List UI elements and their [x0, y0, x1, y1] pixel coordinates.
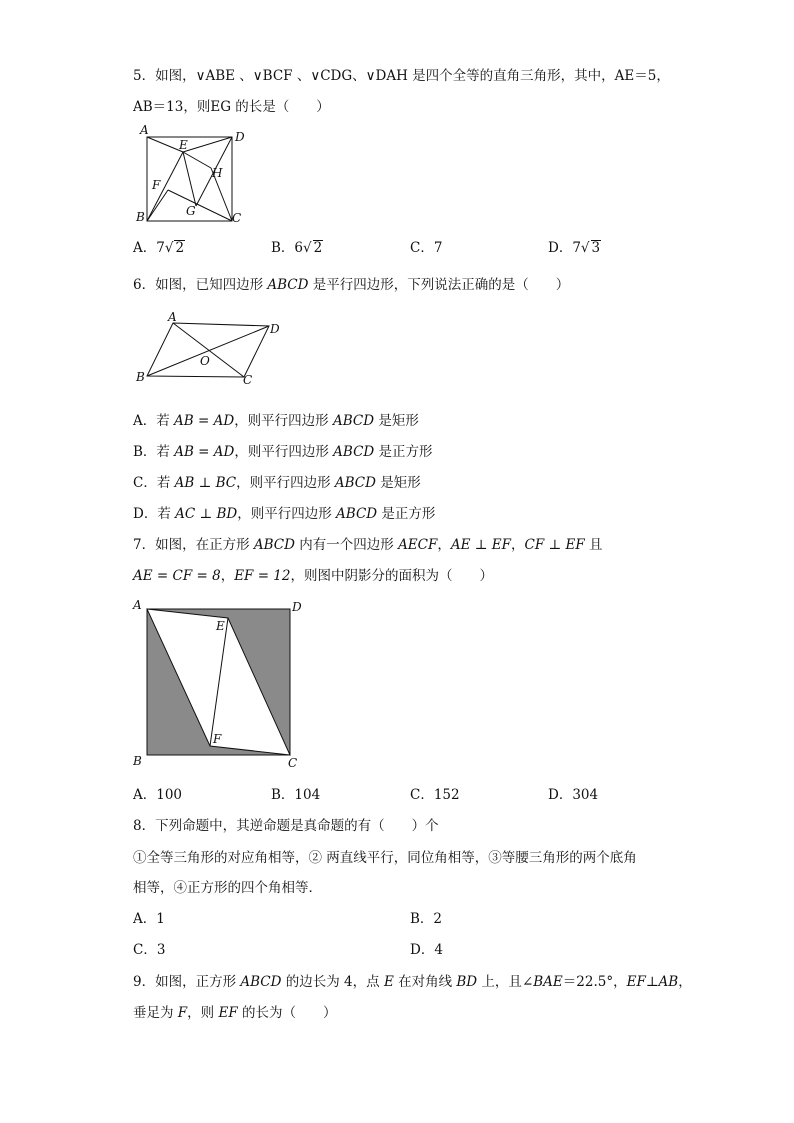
q7-label-A: A	[133, 598, 142, 612]
q5-label-E: E	[179, 138, 188, 152]
q9-stem-line2: 垂足为 F，则 EF 的长为（ ）	[133, 1005, 337, 1021]
q7-label-D: D	[292, 600, 302, 614]
q7-option-c[interactable]: C．152	[410, 787, 460, 803]
q5-label-D: D	[235, 130, 245, 144]
q6-option-a[interactable]: A．若 AB = AD，则平行四边形 ABCD 是矩形	[133, 413, 419, 429]
q5-label-C: C	[232, 211, 242, 225]
q5-line-EH	[183, 152, 211, 168]
q8-option-d[interactable]: D．4	[410, 942, 443, 958]
q5-stem-line1: 5．如图，∨ABE 、∨BCF 、∨CDG、∨DAH 是四个全等的直角三角形，其中，AE＝5，	[133, 68, 670, 84]
q6-label-O: O	[200, 354, 210, 368]
q6-label-A: A	[168, 310, 177, 324]
q8-option-a[interactable]: A．1	[133, 911, 165, 927]
q6-option-b[interactable]: B．若 AB = AD，则平行四边形 ABCD 是正方形	[133, 444, 433, 460]
q8-stem-line1: 8．下列命题中，其逆命题是真命题的有（ ）个	[133, 818, 439, 834]
q6-option-c[interactable]: C．若 AB ⊥ BC，则平行四边形 ABCD 是矩形	[133, 475, 421, 491]
q5-line-BG	[147, 190, 168, 221]
q9-stem-line1: 9．如图，正方形 ABCD 的边长为 4，点 E 在对角线 BD 上，且∠BAE＝22.5°，EF⊥AB，	[133, 974, 692, 990]
q5-line-DE	[183, 137, 232, 152]
q5-option-b-radicand: 2	[313, 240, 323, 256]
q5-line-CF	[168, 190, 232, 221]
q7-label-C: C	[288, 756, 298, 770]
q6-label-D: D	[270, 322, 280, 336]
q5-option-c[interactable]: C．7	[410, 240, 443, 256]
q5-option-d[interactable]: D．7√ 3	[548, 240, 601, 256]
q7-label-E: E	[216, 619, 225, 633]
q7-stem-line1: 7．如图，在正方形 ABCD 内有一个四边形 AECF，AE ⊥ EF，CF ⊥ EF 且	[133, 537, 603, 553]
q6-stem: 6．如图，已知四边形 ABCD 是平行四边形，下列说法正确的是（ ）	[133, 277, 570, 293]
q5-option-a[interactable]: A．7√ 2	[133, 240, 185, 256]
q7-stem-line2: AE = CF = 8，EF = 12，则图中阴影分的面积为（ ）	[133, 568, 493, 584]
q5-option-d-radicand: 3	[591, 240, 601, 256]
q7-label-B: B	[133, 754, 142, 768]
q7-option-a[interactable]: A．100	[133, 787, 183, 803]
q8-option-c[interactable]: C．3	[133, 942, 166, 958]
q5-figure	[133, 124, 263, 226]
q7-option-d[interactable]: D．304	[548, 787, 599, 803]
q5-option-a-radicand: 2	[175, 240, 185, 256]
q5-option-b[interactable]: B．6√ 2	[271, 240, 323, 256]
q5-label-A: A	[140, 124, 149, 137]
q5-label-F: F	[152, 178, 161, 192]
q5-line-AE	[147, 137, 183, 152]
q6-diagonal-BD	[147, 326, 269, 376]
q8-option-b[interactable]: B．2	[410, 911, 443, 927]
q7-label-F: F	[213, 732, 222, 746]
q8-stem-line3: 相等，④正方形的四个角相等．	[133, 880, 322, 896]
q7-figure	[130, 598, 310, 770]
q6-diagonal-AC	[173, 323, 244, 377]
q5-label-B: B	[136, 210, 145, 224]
q7-option-b[interactable]: B．104	[271, 787, 321, 803]
q6-option-d[interactable]: D．若 AC ⊥ BD，则平行四边形 ABCD 是正方形	[133, 506, 436, 522]
q6-label-C: C	[243, 373, 253, 387]
q6-label-B: B	[136, 370, 145, 384]
q5-label-H: H	[212, 166, 223, 180]
q8-stem-line2: ①全等三角形的对应角相等，② 两直线平行，同位角相等，③等腰三角形的两个底角	[133, 850, 637, 866]
q5-label-G: G	[186, 204, 196, 218]
q5-stem-line2: AB＝13，则EG 的长是（ ）	[133, 99, 330, 115]
q6-figure	[133, 310, 293, 390]
